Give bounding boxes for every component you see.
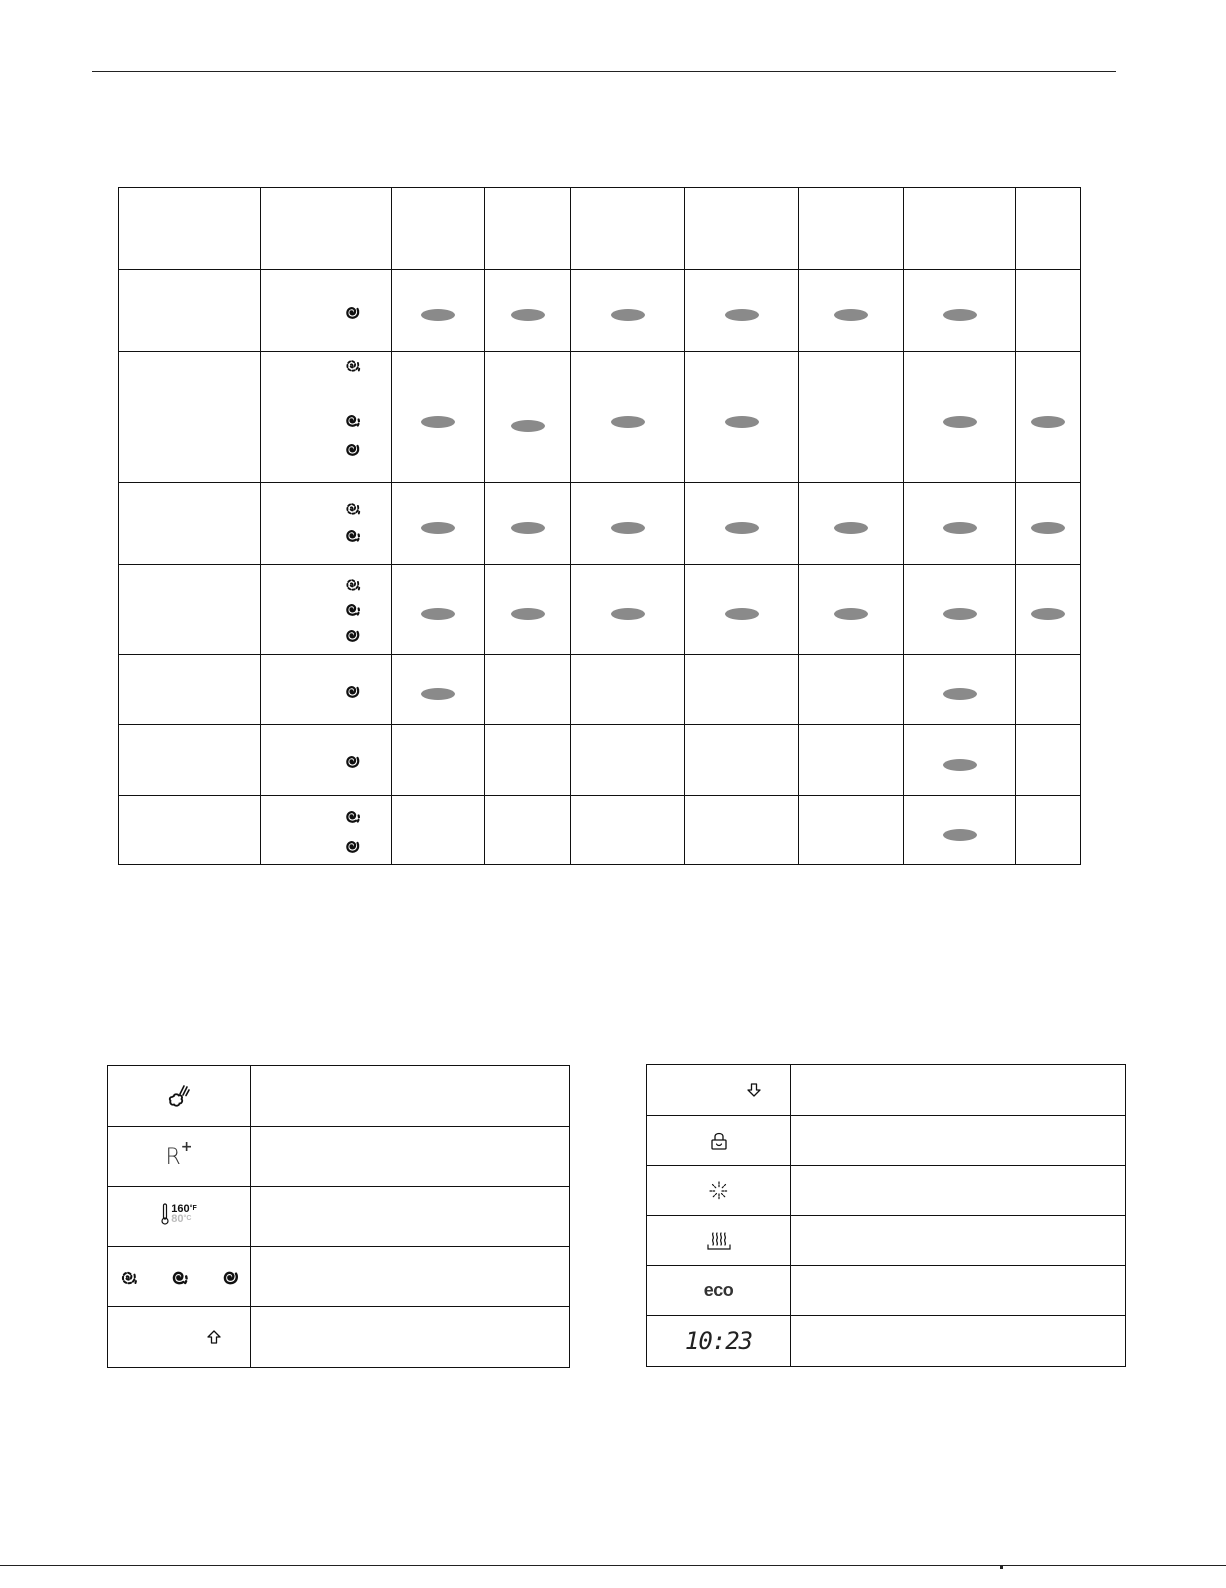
- soil-icon-stack: [341, 352, 365, 482]
- steam-icon: [166, 1083, 192, 1109]
- option-cell: [392, 655, 485, 725]
- legend-description-cell: [791, 1116, 1126, 1166]
- wash-medium-icon: [341, 524, 365, 546]
- program-name-cell: [119, 483, 261, 565]
- program-name-cell: [119, 796, 261, 865]
- available-mark: [834, 522, 868, 534]
- option-cell: [904, 796, 1016, 865]
- legend-description-cell: [791, 1266, 1126, 1316]
- option-cell: [799, 796, 904, 865]
- option-cell: [392, 725, 485, 796]
- program-name-cell: [119, 655, 261, 725]
- rinse-plus-icon: [165, 1139, 193, 1170]
- option-cell: [904, 352, 1016, 483]
- temp-c-unit: °C: [183, 1215, 192, 1222]
- header-cell: [1016, 188, 1081, 270]
- available-mark: [421, 522, 455, 534]
- page-mark: [1000, 1566, 1003, 1569]
- table-row: [119, 565, 1081, 655]
- available-mark: [1031, 416, 1065, 428]
- legend-description-cell: [251, 1187, 570, 1247]
- wash-normal-icon: [341, 438, 365, 460]
- option-cell: [1016, 483, 1081, 565]
- legend-description-cell: [251, 1066, 570, 1127]
- wash-light-icon: [341, 497, 365, 519]
- soil-icon-stack: [341, 655, 365, 724]
- wash-medium-icon: [341, 409, 365, 431]
- thermometer-glyph: [161, 1203, 169, 1225]
- legend-symbol-cell: [647, 1266, 791, 1316]
- header-cell: [392, 188, 485, 270]
- option-cell: [799, 483, 904, 565]
- option-cell: [571, 796, 685, 865]
- program-name-cell: [119, 725, 261, 796]
- option-cell: [799, 270, 904, 352]
- legend-table-right: [646, 1064, 1126, 1367]
- option-cell: [485, 483, 571, 565]
- option-cell: [1016, 655, 1081, 725]
- option-cell: [685, 565, 799, 655]
- soil-level-cell: [261, 655, 392, 725]
- option-cell: [485, 796, 571, 865]
- option-cell: [1016, 565, 1081, 655]
- option-cell: [799, 655, 904, 725]
- available-mark: [611, 608, 645, 620]
- available-mark: [611, 416, 645, 428]
- legend-row: [108, 1247, 570, 1307]
- legend-description-cell: [791, 1216, 1126, 1266]
- rinse-plus-sign: +: [180, 1139, 193, 1156]
- legend-row: [108, 1066, 570, 1127]
- legend-table-left: [107, 1065, 570, 1368]
- soil-level-cell: [261, 725, 392, 796]
- available-mark: [943, 416, 977, 428]
- available-mark: [511, 309, 545, 321]
- wash-light-icon: [116, 1265, 140, 1289]
- clock-display-icon: 10:23: [684, 1327, 753, 1355]
- header-cell: [485, 188, 571, 270]
- option-cell: [392, 352, 485, 483]
- option-cell: [485, 655, 571, 725]
- option-cell: [904, 483, 1016, 565]
- option-cell: [685, 483, 799, 565]
- option-cell: [904, 725, 1016, 796]
- available-mark: [421, 688, 455, 700]
- program-name-cell: [119, 352, 261, 483]
- available-mark: [943, 688, 977, 700]
- soil-level-cell: [261, 352, 392, 483]
- option-cell: [685, 270, 799, 352]
- option-cell: [1016, 796, 1081, 865]
- soil-icon-stack: [341, 725, 365, 795]
- soil-level-cell: [261, 270, 392, 352]
- temp-f-value: 160: [171, 1203, 190, 1215]
- option-cell: [571, 352, 685, 483]
- available-mark: [943, 608, 977, 620]
- header-cell: [904, 188, 1016, 270]
- program-name-cell: [119, 270, 261, 352]
- available-mark: [421, 309, 455, 321]
- legend-symbol-cell: [647, 1316, 791, 1367]
- soil-level-cell: [261, 483, 392, 565]
- available-mark: [511, 522, 545, 534]
- legend-description-cell: [251, 1247, 570, 1307]
- available-mark: [725, 416, 759, 428]
- program-name-cell: [119, 565, 261, 655]
- wash-medium-icon: [167, 1265, 191, 1289]
- heated-dry-icon: [705, 1230, 733, 1252]
- available-mark: [611, 522, 645, 534]
- legend-description-cell: [791, 1166, 1126, 1216]
- legend-symbol-cell: [108, 1187, 251, 1247]
- option-cell: [799, 352, 904, 483]
- program-options-table: [118, 187, 1081, 865]
- bottom-rule: [0, 1565, 1226, 1566]
- option-cell: [571, 655, 685, 725]
- option-cell: [904, 565, 1016, 655]
- legend-symbol-cell: [647, 1065, 791, 1116]
- option-cell: [571, 565, 685, 655]
- sanitize-icon: [708, 1180, 730, 1202]
- soil-icon-stack: [341, 565, 365, 654]
- soil-icon-stack: [341, 483, 365, 564]
- soil-icon-stack: [341, 270, 365, 351]
- option-cell: [485, 565, 571, 655]
- available-mark: [421, 608, 455, 620]
- eco-icon: eco: [703, 1280, 734, 1300]
- temp-c-value: 80: [171, 1213, 184, 1225]
- table-row: [119, 483, 1081, 565]
- arrow-up-icon: [206, 1329, 222, 1345]
- option-cell: [1016, 352, 1081, 483]
- available-mark: [834, 309, 868, 321]
- top-rule: [92, 71, 1116, 72]
- wash-normal-icon: [341, 835, 365, 857]
- legend-symbol-cell: [108, 1247, 251, 1307]
- rinse-letter: R: [165, 1144, 181, 1170]
- option-cell: [904, 270, 1016, 352]
- available-mark: [725, 309, 759, 321]
- legend-row: [108, 1187, 570, 1247]
- legend-row: [647, 1266, 1126, 1316]
- legend-row: [647, 1166, 1126, 1216]
- available-mark: [943, 309, 977, 321]
- available-mark: [1031, 608, 1065, 620]
- header-cell: [261, 188, 392, 270]
- wash-normal-icon: [341, 301, 365, 323]
- legend-description-cell: [251, 1127, 570, 1187]
- option-cell: [485, 725, 571, 796]
- option-cell: [485, 352, 571, 483]
- table-row: [119, 725, 1081, 796]
- option-cell: [799, 565, 904, 655]
- header-cell: [571, 188, 685, 270]
- available-mark: [511, 608, 545, 620]
- option-cell: [485, 270, 571, 352]
- option-cell: [571, 483, 685, 565]
- table-row: [119, 270, 1081, 352]
- legend-row: [647, 1216, 1126, 1266]
- wash-light-icon: [341, 573, 365, 595]
- legend-symbol-cell: [108, 1066, 251, 1127]
- option-cell: [571, 270, 685, 352]
- legend-row: [647, 1116, 1126, 1166]
- wash-normal-icon: [341, 750, 365, 772]
- legend-symbol-cell: [647, 1116, 791, 1166]
- legend-symbol-cell: [108, 1127, 251, 1187]
- available-mark: [943, 522, 977, 534]
- available-mark: [834, 608, 868, 620]
- legend-row: [108, 1307, 570, 1368]
- legend-description-cell: [791, 1065, 1126, 1116]
- option-cell: [1016, 270, 1081, 352]
- available-mark: [611, 309, 645, 321]
- legend-symbol-cell: [647, 1166, 791, 1216]
- thermometer-icon: [161, 1203, 196, 1225]
- table-row: [119, 352, 1081, 483]
- available-mark: [725, 608, 759, 620]
- table-row: [119, 655, 1081, 725]
- legend-description-cell: [251, 1307, 570, 1368]
- temp-f-unit: °F: [189, 1205, 197, 1212]
- available-mark: [421, 416, 455, 428]
- option-cell: [685, 352, 799, 483]
- table-row: [119, 796, 1081, 865]
- option-cell: [392, 796, 485, 865]
- legend-description-cell: [791, 1316, 1126, 1367]
- soil-level-cell: [261, 565, 392, 655]
- legend-row: [647, 1316, 1126, 1367]
- option-cell: [685, 655, 799, 725]
- header-cell: [119, 188, 261, 270]
- option-cell: [799, 725, 904, 796]
- soil-level-icons: [108, 1265, 250, 1289]
- available-mark: [943, 759, 977, 771]
- soil-level-cell: [261, 796, 392, 865]
- wash-light-icon: [341, 354, 365, 376]
- wash-medium-icon: [341, 805, 365, 827]
- legend-row: [647, 1065, 1126, 1116]
- available-mark: [511, 420, 545, 432]
- child-lock-icon: [709, 1130, 729, 1152]
- option-cell: [1016, 725, 1081, 796]
- option-cell: [392, 270, 485, 352]
- available-mark: [1031, 522, 1065, 534]
- option-cell: [904, 655, 1016, 725]
- wash-normal-icon: [341, 624, 365, 646]
- header-cell: [685, 188, 799, 270]
- wash-normal-icon: [218, 1265, 242, 1289]
- option-cell: [685, 725, 799, 796]
- header-cell: [799, 188, 904, 270]
- soil-icon-stack: [341, 796, 365, 864]
- option-cell: [392, 483, 485, 565]
- available-mark: [725, 522, 759, 534]
- available-mark: [943, 829, 977, 841]
- legend-row: [108, 1127, 570, 1187]
- table-header-row: [119, 188, 1081, 270]
- wash-normal-icon: [341, 680, 365, 702]
- legend-symbol-cell: [108, 1307, 251, 1368]
- arrow-down-icon: [746, 1082, 762, 1098]
- option-cell: [392, 565, 485, 655]
- wash-medium-icon: [341, 598, 365, 620]
- option-cell: [571, 725, 685, 796]
- legend-symbol-cell: [647, 1216, 791, 1266]
- option-cell: [685, 796, 799, 865]
